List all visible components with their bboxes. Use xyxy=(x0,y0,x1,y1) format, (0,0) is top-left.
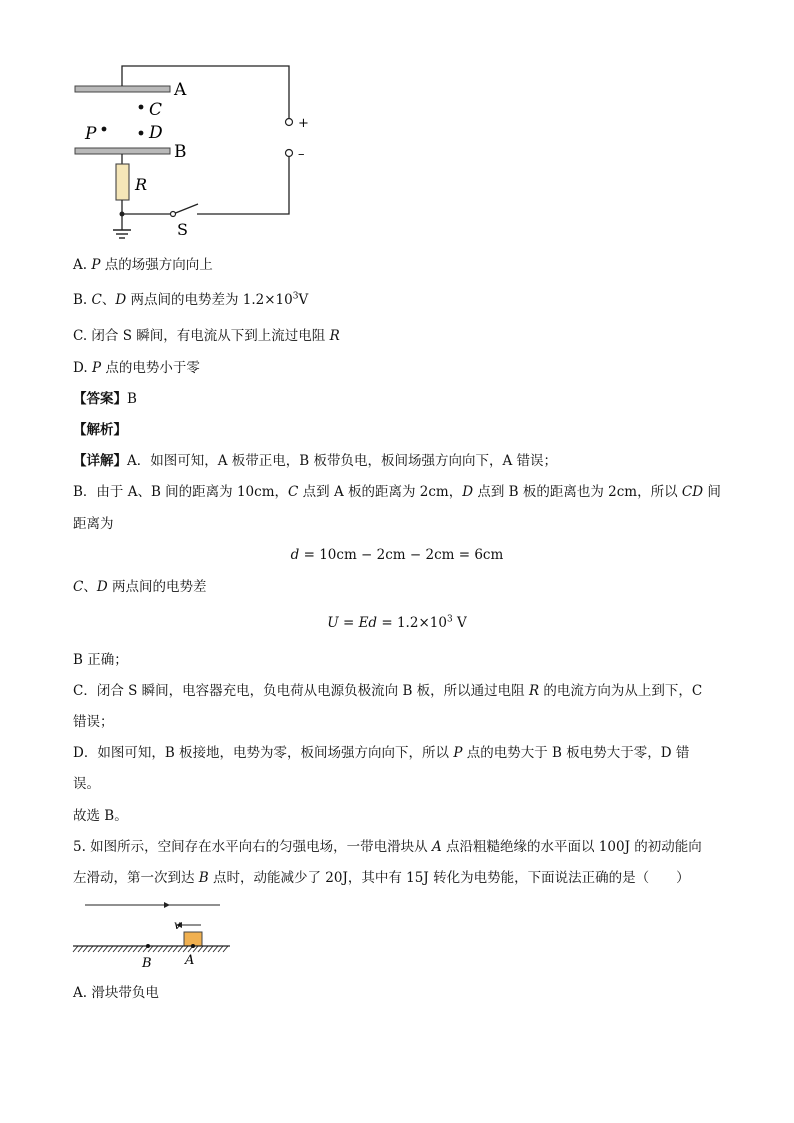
analysis-line-8-p: P xyxy=(453,745,463,761)
equation-2-ed: Ed xyxy=(358,615,378,631)
plate-a xyxy=(75,86,170,92)
option-b-sep: 、 xyxy=(101,292,116,308)
label-plate-b: B xyxy=(174,142,187,162)
capacitor-circuit-figure xyxy=(60,58,320,248)
equation-1-var: d xyxy=(290,547,300,563)
sliding-block-figure xyxy=(70,897,240,972)
analysis-line-8 xyxy=(73,743,689,763)
switch-blade xyxy=(173,204,198,214)
option-b-unit: V xyxy=(298,292,309,308)
point-p-dot xyxy=(102,127,107,132)
label-plate-a: A xyxy=(174,80,187,100)
label-switch: S xyxy=(177,220,188,239)
point-b-dot xyxy=(146,944,150,948)
question-5-line-2-var: B xyxy=(198,870,209,886)
terminal-plus xyxy=(286,119,293,126)
question-5-line-2 xyxy=(73,868,690,888)
junction-dot xyxy=(120,212,125,217)
block xyxy=(184,932,202,946)
question-5-line-2-b: 点时，动能减少了 20J，其中有 15J 转化为电势能，下面说法正确的是（ ） xyxy=(208,870,690,886)
equation-1 xyxy=(0,545,794,565)
point-c-dot xyxy=(139,105,144,110)
equation-2-val: = 1.2×10 xyxy=(377,615,447,631)
option-a-prefix: A. xyxy=(73,257,92,273)
option-b-var1: C xyxy=(91,292,102,308)
analysis-line-1-text: A．如图可知，A 板带正电，B 板带负电，板间场强方向向下，A 错误； xyxy=(127,453,558,469)
label-plus: + xyxy=(298,116,309,131)
analysis-line-3: 距离为 xyxy=(73,516,114,532)
field-arrow-icon xyxy=(164,902,170,908)
label-point-p: P xyxy=(85,124,97,144)
option-a-text: 点的场强方向向上 xyxy=(100,257,213,273)
option-a xyxy=(73,255,213,275)
option-b-var2: D xyxy=(115,292,127,308)
equation-2 xyxy=(0,613,794,633)
switch-pivot xyxy=(171,212,176,217)
analysis-line-4-d: D xyxy=(96,579,108,595)
option-b-exp: 3 xyxy=(292,291,299,302)
analysis-label: 【解析】 xyxy=(73,422,127,438)
analysis-line-4-text: 两点间的电势差 xyxy=(107,579,207,595)
analysis-line-6-a: C．闭合 S 瞬间，电容器充电，负电荷从电源负极流向 B 板，所以通过电阻 xyxy=(73,683,529,699)
question-5-line-1-b: 点沿粗糙绝缘的水平面以 100J 的初动能向 xyxy=(441,839,702,855)
label-point-d: D xyxy=(149,123,163,143)
option-c xyxy=(73,326,340,346)
analysis-line-5: B 正确； xyxy=(73,652,128,668)
label-minus: – xyxy=(298,147,305,162)
analysis-line-2-a: B．由于 A、B 间的距离为 10cm， xyxy=(73,484,289,500)
option-b-text: 两点间的电势差为 1.2×10 xyxy=(126,292,293,308)
label-resistor: R xyxy=(135,175,148,194)
analysis-line-4-c: C xyxy=(73,579,84,595)
question-5-line-1-var: A xyxy=(431,839,442,855)
label-point-b: B xyxy=(142,956,152,971)
question-5-line-1-a: 5. 如图所示，空间存在水平向右的匀强电场，一带电滑块从 xyxy=(73,839,432,855)
option-d-prefix: D. xyxy=(73,360,92,376)
resistor xyxy=(116,164,129,200)
equation-2-u: U xyxy=(327,615,339,631)
analysis-line-8-b: 点的电势大于 B 板电势大于零，D 错 xyxy=(462,745,690,761)
analysis-line-1 xyxy=(73,451,557,471)
question-5-line-1 xyxy=(73,837,702,857)
wire-right xyxy=(197,157,289,214)
analysis-heading xyxy=(73,420,127,440)
terminal-minus xyxy=(286,150,293,157)
analysis-line-2 xyxy=(73,482,721,502)
label-point-a: A xyxy=(185,953,195,968)
analysis-line-2-e: 点到 B 板的距离也为 2cm，所以 xyxy=(473,484,682,500)
question-5-option-a: A. 滑块带负电 xyxy=(73,985,159,1001)
question-5-line-2-a: 左滑动，第一次到达 xyxy=(73,870,199,886)
option-c-var: R xyxy=(329,328,340,344)
analysis-line-2-f: 间 xyxy=(703,484,721,500)
answer-label: 【答案】 xyxy=(73,391,127,407)
analysis-line-10: 故选 B。 xyxy=(73,808,128,824)
analysis-line-2-c: C xyxy=(288,484,299,500)
analysis-line-7: 错误； xyxy=(73,714,114,730)
analysis-line-2-cd: CD xyxy=(681,484,704,500)
analysis-line-4 xyxy=(73,577,206,597)
option-d-text: 点的电势小于零 xyxy=(101,360,200,376)
analysis-line-6-r: R xyxy=(528,683,540,699)
equation-1-text: = 10cm − 2cm − 2cm = 6cm xyxy=(299,547,504,563)
label-point-c: C xyxy=(149,100,163,120)
label-velocity: v xyxy=(174,918,181,932)
analysis-line-8-a: D．如图可知，B 板接地，电势为零，板间场强方向向下，所以 xyxy=(73,745,454,761)
option-b-prefix: B. xyxy=(73,292,92,308)
analysis-line-6 xyxy=(73,681,702,701)
equation-2-unit: V xyxy=(452,615,467,631)
equation-2-mid: = xyxy=(338,615,359,631)
answer-value: B xyxy=(127,391,137,407)
option-c-text: C. 闭合 S 瞬间，有电流从下到上流过电阻 xyxy=(73,328,330,344)
option-a-var: P xyxy=(91,257,101,273)
hatching xyxy=(73,946,228,952)
detail-label: 【详解】 xyxy=(73,453,127,469)
equation-2-exp: 3 xyxy=(446,614,453,625)
plate-b xyxy=(75,148,170,154)
point-d-dot xyxy=(139,131,144,136)
answer-line xyxy=(73,389,137,409)
analysis-line-9: 误。 xyxy=(73,776,100,792)
option-d-var: P xyxy=(91,360,102,376)
analysis-line-4-sep: 、 xyxy=(83,579,97,595)
analysis-line-2-b: 点到 A 板的距离为 2cm， xyxy=(298,484,463,500)
point-a-dot xyxy=(191,944,195,948)
option-d xyxy=(73,358,200,378)
option-b xyxy=(73,290,308,310)
analysis-line-2-d: D xyxy=(462,484,474,500)
analysis-line-6-b: 的电流方向为从上到下，C xyxy=(539,683,703,699)
